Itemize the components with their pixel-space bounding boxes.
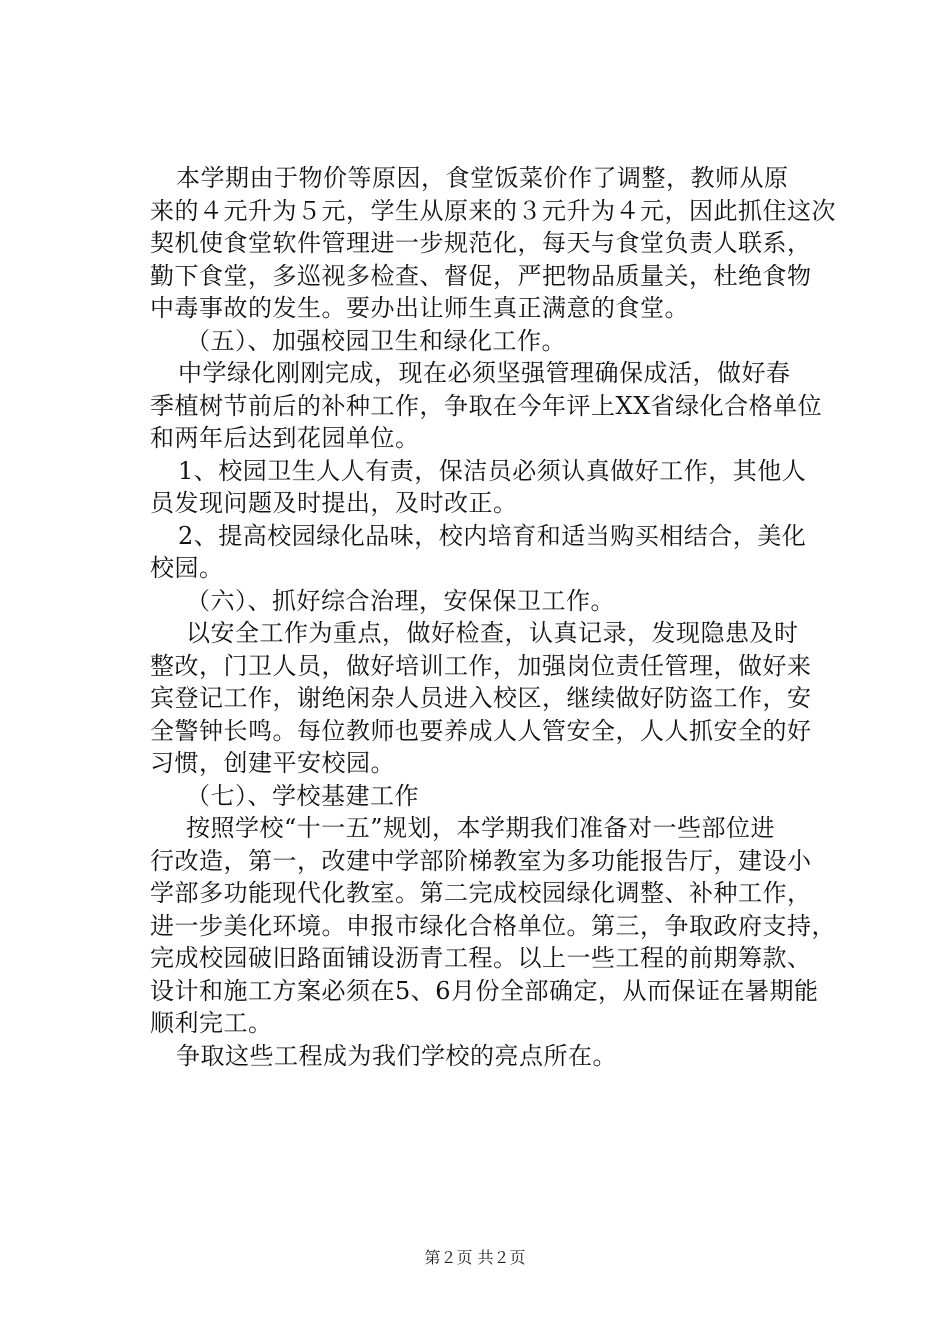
text-line: 和两年后达到花园单位。 [150,424,420,452]
text-line: 进一步美化环境。申报市绿化合格单位。第三，争取政府支持， [150,911,836,940]
text-line: 本学期由于物价等原因，食堂饭菜价作了调整，教师从原 [176,164,789,192]
text-line: 全警钟长鸣。每位教师也要养成人人管安全，人人抓安全的好 [150,716,812,745]
text-line: 设计和施工方案必须在5、6月份全部确定，从而保证在暑期能 [150,976,819,1005]
text-line: 2、提高校园绿化品味，校内培育和适当购买相结合，美化 [178,521,807,550]
text-line: 按照学校“十一五”规划，本学期我们准备对一些部位进 [186,814,776,842]
text-line: （七）、学校基建工作 [186,781,419,810]
text-line: 校园。 [150,554,224,582]
text-line: 以安全工作为重点，做好检查，认真记录，发现隐患及时 [186,619,799,647]
document-body [150,162,838,1072]
text-line: 行改造，第一，改建中学部阶梯教室为多功能报告厅，建设小 [150,846,812,875]
text-line: 契机使食堂软件管理进一步规范化，每天与食堂负责人联系， [150,229,812,257]
text-line: 员发现问题及时提出，及时改正。 [150,489,518,517]
page-footer: 第２页 共２页 [424,1248,526,1267]
text-line: 中毒事故的发生。要办出让师生真正满意的食堂。 [150,294,689,322]
text-line: 完成校园破旧路面铺设沥青工程。以上一些工程的前期筹款、 [150,944,812,972]
text-line: 勤下食堂，多巡视多检查、督促，严把物品质量关，杜绝食物 [150,261,812,290]
text-line: 1、校园卫生人人有责，保洁员必须认真做好工作，其他人 [178,456,807,485]
text-line: （五）、加强校园卫生和绿化工作。 [186,326,566,355]
text-line: （六）、抓好综合治理，安保保卫工作。 [186,586,615,615]
text-line: 学部多功能现代化教室。第二完成校园绿化调整、补种工作， [150,879,812,907]
text-line: 中学绿化刚刚完成，现在必须坚强管理确保成活，做好春 [178,359,791,387]
text-line: 争取这些工程成为我们学校的亮点所在。 [176,1041,617,1070]
text-line: 顺利完工。 [150,1009,273,1037]
text-line: 宾登记工作，谢绝闲杂人员进入校区，继续做好防盗工作，安 [150,684,812,712]
text-line: 季植树节前后的补种工作，争取在今年评上XX省绿化合格单位 [150,391,823,420]
text-line: 习惯，创建平安校园。 [150,749,395,777]
text-line: 整改，门卫人员，做好培训工作，加强岗位责任管理，做好来 [150,651,812,680]
text-line: 来的４元升为５元，学生从原来的３元升为４元，因此抓住这次 [150,196,836,225]
